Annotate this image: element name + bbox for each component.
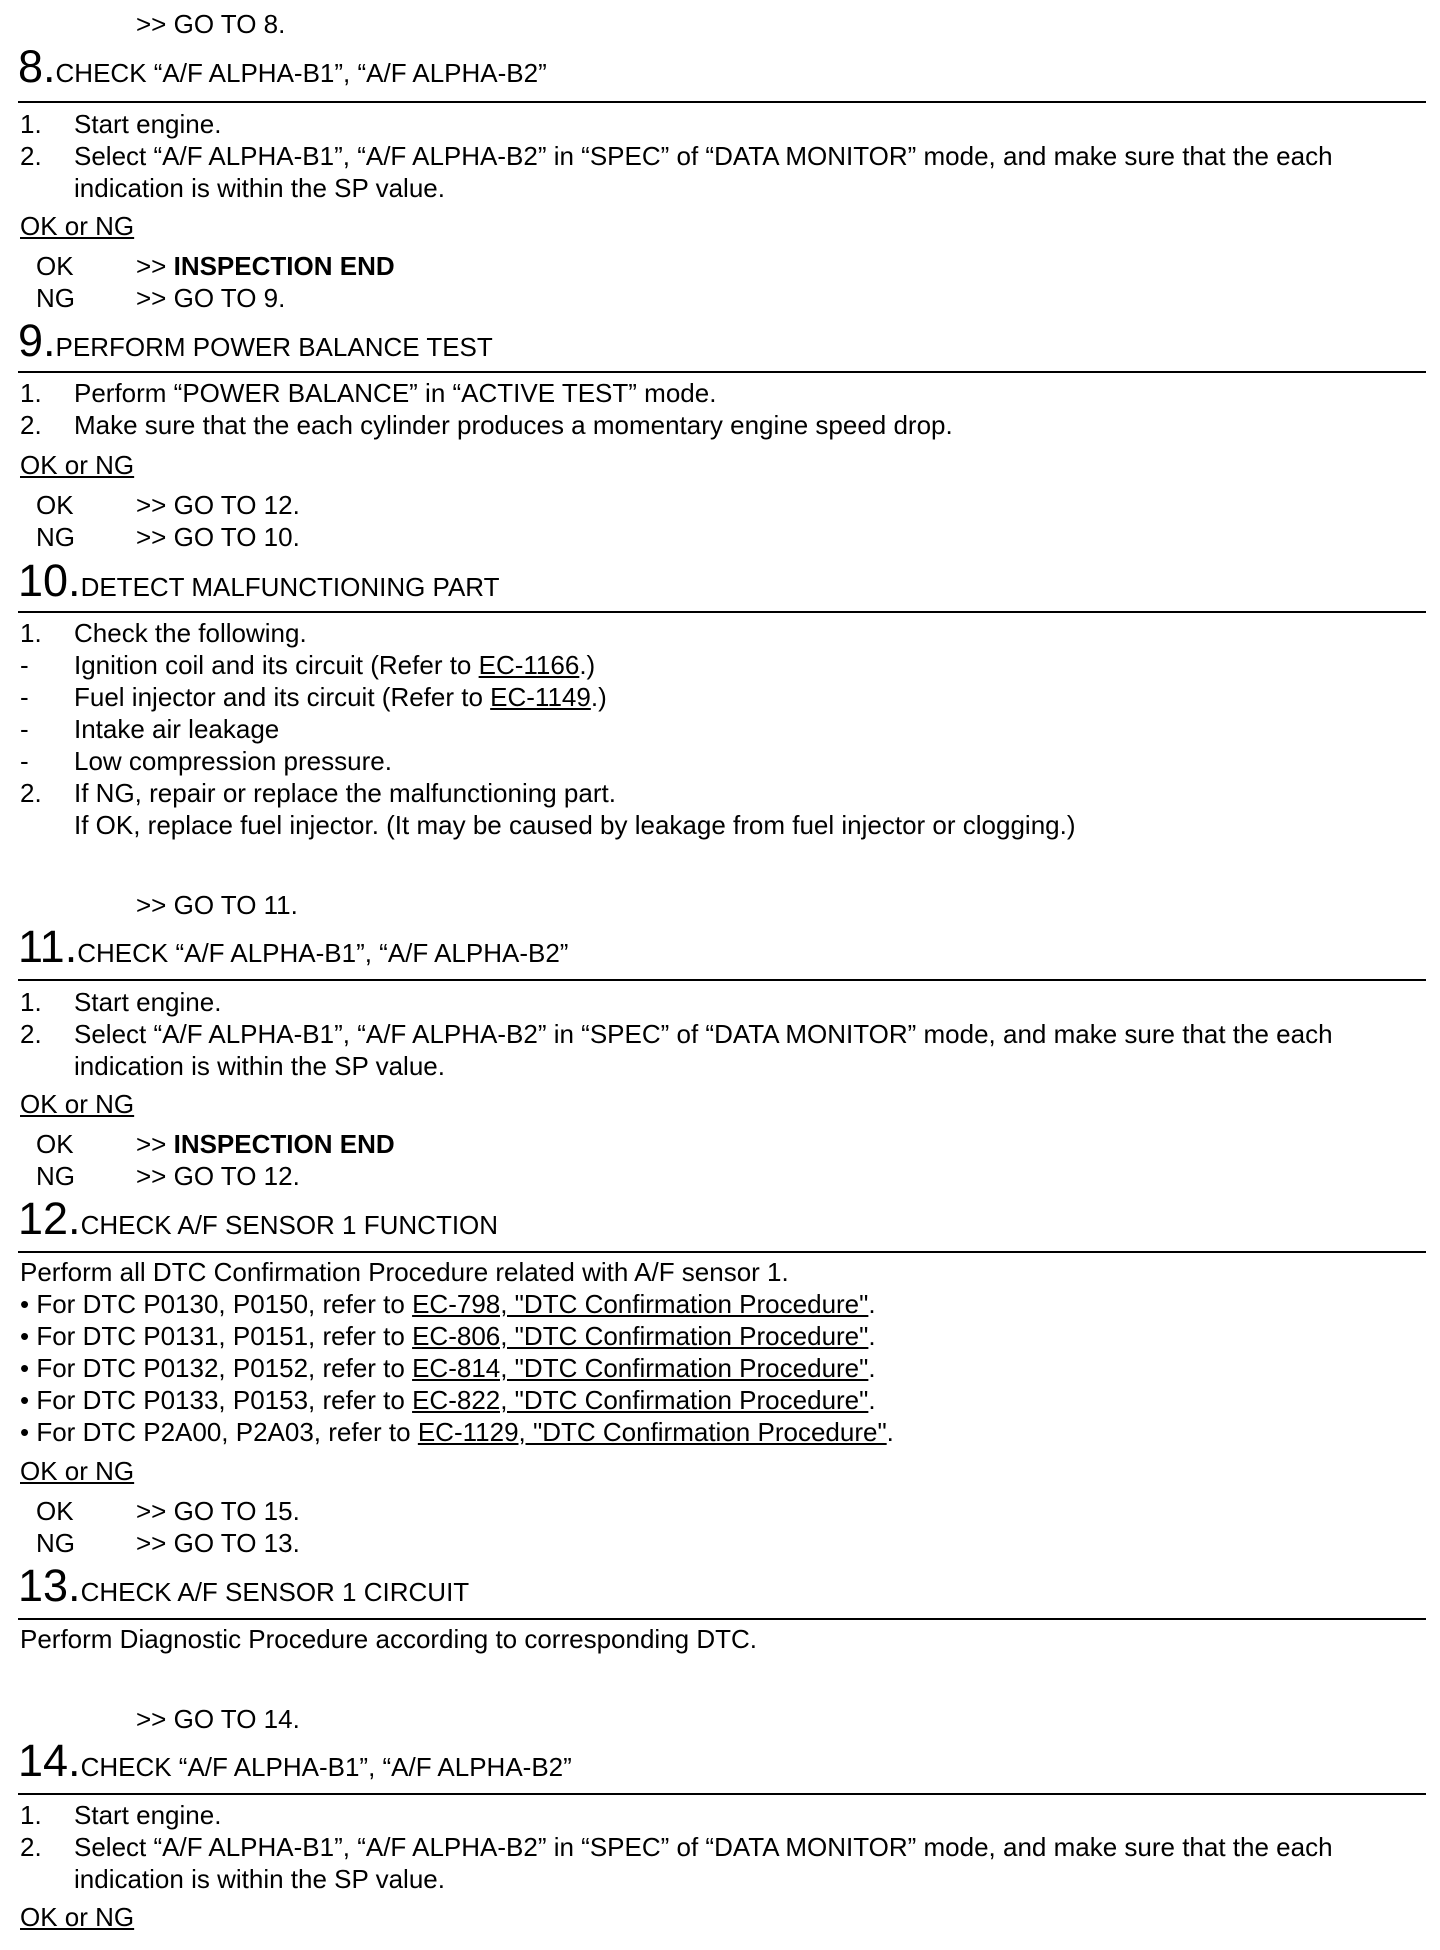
intro-text: Perform all DTC Confirmation Procedure related with A/F sensor 1. bbox=[20, 1257, 789, 1287]
goto-step-8: >> GO TO 8. bbox=[136, 9, 286, 39]
ref-link-ec-806[interactable]: EC-806, "DTC Confirmation Procedure" bbox=[412, 1321, 869, 1351]
step-9-heading: 9.PERFORM POWER BALANCE TEST bbox=[18, 315, 493, 366]
ref-link-ec-1129[interactable]: EC-1129, "DTC Confirmation Procedure" bbox=[417, 1417, 887, 1447]
result-row: NG >> GO TO 12. bbox=[36, 1161, 300, 1191]
ok-or-ng-label: OK or NG bbox=[20, 1456, 135, 1486]
body-text: Perform Diagnostic Procedure according to corresponding DTC. bbox=[20, 1624, 758, 1654]
result-row: NG >> GO TO 13. bbox=[36, 1528, 300, 1558]
step-14-heading: 14.CHECK “A/F ALPHA-B1”, “A/F ALPHA-B2” bbox=[18, 1735, 572, 1786]
divider bbox=[18, 611, 1426, 613]
step-title: CHECK “A/F ALPHA-B1”, “A/F ALPHA-B2” bbox=[55, 58, 547, 88]
step-13-heading: 13.CHECK A/F SENSOR 1 CIRCUIT bbox=[18, 1560, 470, 1611]
list-item: • For DTC P0133, P0153, refer to EC-822, "DTC Confirmation Procedure". bbox=[20, 1385, 876, 1415]
result-row: OK >> INSPECTION END bbox=[36, 251, 395, 281]
goto-step-11: >> GO TO 11. bbox=[136, 890, 298, 920]
divider bbox=[18, 1793, 1426, 1795]
goto-step-14: >> GO TO 14. bbox=[136, 1704, 300, 1734]
result-row: NG >> GO TO 9. bbox=[36, 283, 286, 313]
ref-link-ec-814[interactable]: EC-814, "DTC Confirmation Procedure" bbox=[412, 1353, 869, 1383]
divider bbox=[18, 979, 1426, 981]
ref-link-ec-1166[interactable]: EC-1166 bbox=[478, 650, 580, 680]
step-8-heading bbox=[18, 41, 547, 100]
ok-or-ng-label: OK or NG bbox=[20, 1902, 135, 1932]
step-11-heading: 11.CHECK “A/F ALPHA-B1”, “A/F ALPHA-B2” bbox=[18, 921, 569, 972]
divider bbox=[18, 1618, 1426, 1620]
result-row: OK >> INSPECTION END bbox=[36, 1129, 395, 1159]
list-item: • For DTC P0132, P0152, refer to EC-814, "DTC Confirmation Procedure". bbox=[20, 1353, 876, 1383]
ref-link-ec-1149[interactable]: EC-1149 bbox=[490, 682, 591, 712]
step-12-heading: 12.CHECK A/F SENSOR 1 FUNCTION bbox=[18, 1193, 499, 1244]
divider bbox=[18, 1251, 1426, 1253]
list-item: • For DTC P2A00, P2A03, refer to EC-1129, "DTC Confirmation Procedure". bbox=[20, 1417, 894, 1447]
ok-or-ng-label: OK or NG bbox=[20, 450, 135, 480]
result-row: OK >> GO TO 12. bbox=[36, 490, 300, 520]
ok-or-ng-label: OK or NG bbox=[20, 211, 135, 241]
ref-link-ec-798[interactable]: EC-798, "DTC Confirmation Procedure" bbox=[412, 1289, 869, 1319]
result-row: NG >> GO TO 10. bbox=[36, 522, 300, 552]
ok-or-ng-label: OK or NG bbox=[20, 1089, 135, 1119]
step-number: 8. bbox=[18, 41, 56, 92]
divider bbox=[18, 371, 1426, 373]
ref-link-ec-822[interactable]: EC-822, "DTC Confirmation Procedure" bbox=[412, 1385, 869, 1415]
divider bbox=[18, 101, 1426, 103]
list-item: • For DTC P0131, P0151, refer to EC-806, "DTC Confirmation Procedure". bbox=[20, 1321, 876, 1351]
step-10-heading: 10.DETECT MALFUNCTIONING PART bbox=[18, 555, 500, 606]
list-item: • For DTC P0130, P0150, refer to EC-798, "DTC Confirmation Procedure". bbox=[20, 1289, 876, 1319]
result-row: OK >> GO TO 15. bbox=[36, 1496, 300, 1526]
